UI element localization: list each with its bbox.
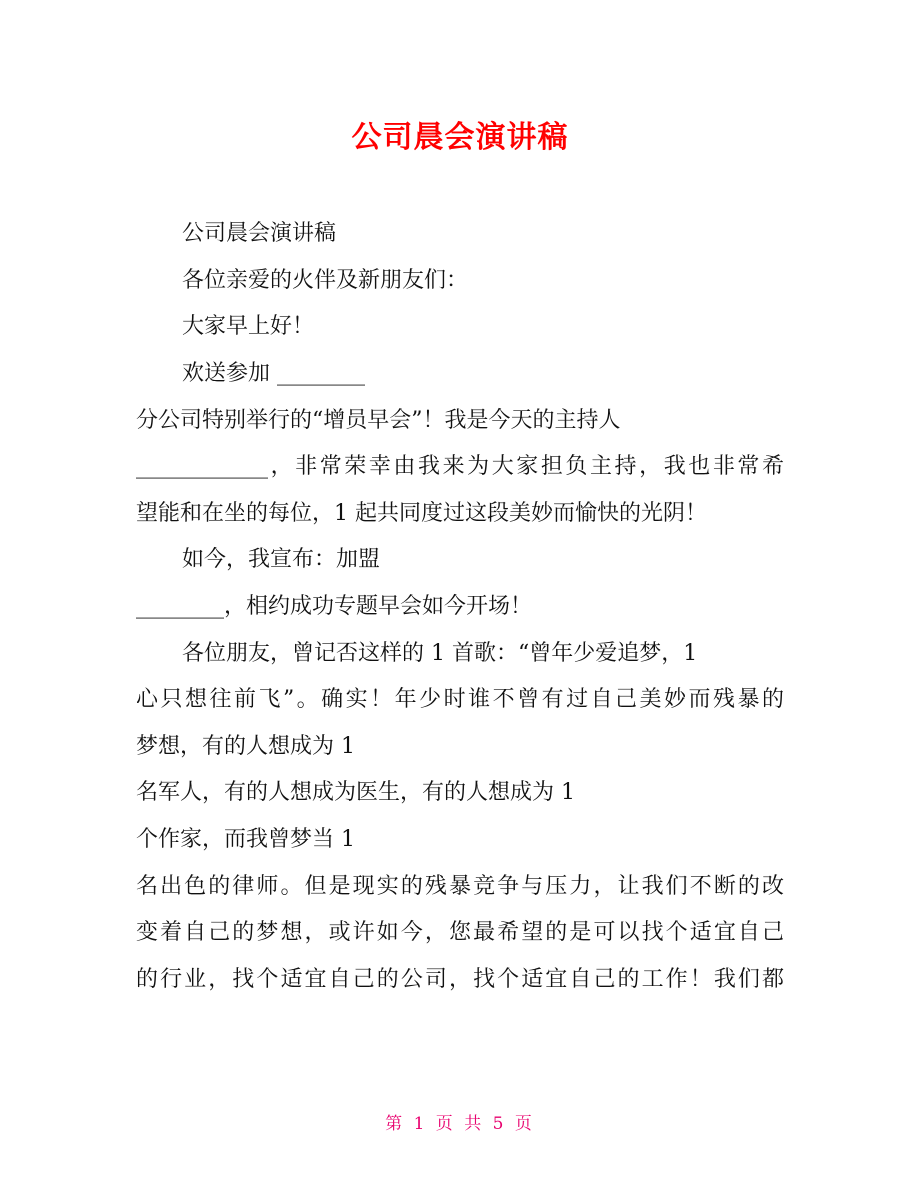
page-number-footer: 第 1 页 共 5 页 bbox=[385, 1114, 535, 1134]
paragraph-line: 如今，我宣布：加盟 bbox=[182, 547, 381, 572]
paragraph-line: 心只想往前飞”。确实！年少时谁不曾有过自己美妙而残暴的 bbox=[136, 687, 784, 712]
paragraph-line: 的行业，找个适宜自己的公司，找个适宜自己的工作！我们都 bbox=[136, 967, 784, 992]
paragraph-line: ________，相约成功专题早会如今开场！ bbox=[136, 594, 533, 619]
paragraph-line: 名出色的律师。但是现实的残暴竞争与压力，让我们不断的改 bbox=[136, 874, 784, 899]
paragraph-line: 公司晨会演讲稿 bbox=[182, 221, 337, 246]
paragraph-line: 分公司特别举行的“增员早会”！我是今天的主持人 bbox=[136, 408, 621, 433]
paragraph-line: 变着自己的梦想，或许如今，您最希望的是可以找个适宜自己 bbox=[136, 920, 784, 945]
paragraph-line: ____________，非常荣幸由我来为大家担负主持，我也非常希 bbox=[136, 454, 784, 479]
paragraph-line: 个作家，而我曾梦当 1 bbox=[136, 827, 355, 852]
paragraph-line: 名军人，有的人想成为医生，有的人想成为 1 bbox=[136, 780, 575, 805]
paragraph-line: 梦想，有的人想成为 1 bbox=[136, 734, 355, 759]
paragraph-line: 欢送参加 ________ bbox=[182, 361, 365, 386]
paragraph-line: 大家早上好！ bbox=[182, 314, 315, 339]
paragraph-line: 各位朋友，曾记否这样的 1 首歌：“曾年少爱追梦，1 bbox=[182, 641, 698, 666]
document-title: 公司晨会演讲稿 bbox=[351, 120, 569, 155]
paragraph-line: 各位亲爱的火伴及新朋友们： bbox=[182, 268, 469, 293]
paragraph-line: 望能和在坐的每位，1 起共同度过这段美妙而愉快的光阴！ bbox=[136, 501, 707, 526]
